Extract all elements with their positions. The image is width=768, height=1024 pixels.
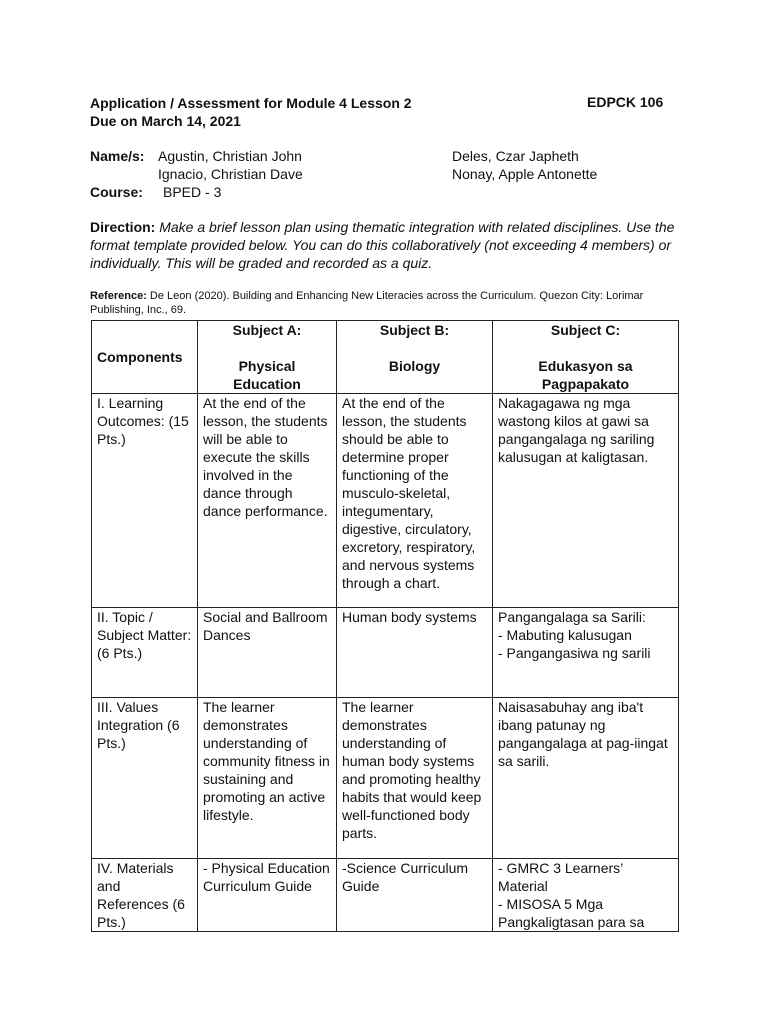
table-header-row bbox=[92, 321, 679, 394]
cell-c-values: Naisasabuhay ang iba't ibang patunay ng pangangalaga at pag-iingat sa sarili. bbox=[493, 698, 679, 859]
cell-b-topic: Human body systems bbox=[337, 608, 493, 698]
cell-b-materials: -Science Curriculum Guide bbox=[337, 859, 493, 932]
topic-c-line-2: - Mabuting kalusugan bbox=[498, 627, 632, 643]
cell-a-topic: Social and Ballroom Dances bbox=[198, 608, 337, 698]
topic-c-line-3: - Pangangasiwa ng sarili bbox=[498, 645, 651, 661]
table-row bbox=[92, 608, 679, 698]
name-3: Deles, Czar Japheth bbox=[452, 148, 579, 164]
course-code: EDPCK 106 bbox=[587, 94, 664, 110]
subject-c-label: Subject C: bbox=[550, 322, 621, 338]
topic-c-line-1: Pangangalaga sa Sarili: bbox=[498, 609, 646, 625]
names-label-wrap bbox=[90, 147, 144, 165]
subject-b-name: Biology bbox=[388, 358, 441, 374]
lesson-plan-table bbox=[91, 320, 679, 932]
direction-label: Direction: bbox=[90, 219, 156, 235]
table-row bbox=[92, 859, 679, 932]
cell-c-learning-outcomes: Nakagagawa ng mga wastong kilos at gawi sa pangangalaga ng sariling kalusugan at kaligtasan. bbox=[493, 394, 679, 608]
due-date: Due on March 14, 2021 bbox=[90, 113, 241, 129]
name-4: Nonay, Apple Antonette bbox=[452, 166, 598, 182]
subject-a-header bbox=[198, 321, 337, 394]
assignment-title: Application / Assessment for Module 4 Lesson 2 bbox=[90, 95, 412, 111]
cell-c-topic bbox=[493, 608, 679, 698]
row-component-values: III. Values Integration (6 Pts.) bbox=[92, 698, 198, 859]
cell-b-values: The learner demonstrates understanding of human body systems and promoting healthy habits that would keep well-functioned body parts. bbox=[337, 698, 493, 859]
course-label-wrap bbox=[90, 183, 143, 201]
components-header bbox=[92, 321, 198, 394]
cell-b-learning-outcomes: At the end of the lesson, the students should be able to determine proper functioning of the musculo-skeletal, integumentary, digestive, circulatory, excretory, respiratory, and nervous systems through a chart. bbox=[337, 394, 493, 608]
components-header-text: Components bbox=[97, 349, 183, 365]
direction-text: Make a brief lesson plan using thematic integration with related disciplines. Use the format template provided below. You can do this collaboratively (not exceeding 4 members) or individually. This will be graded and recorded as a quiz. bbox=[90, 219, 675, 271]
cell-a-materials: - Physical Education Curriculum Guide bbox=[198, 859, 337, 932]
cell-a-values: The learner demonstrates understanding of community fitness in sustaining and promoting an active lifestyle. bbox=[198, 698, 337, 859]
course-label: Course: bbox=[90, 184, 143, 200]
subject-a-label: Subject A: bbox=[232, 322, 302, 338]
subject-b-header bbox=[337, 321, 493, 394]
name-1: Agustin, Christian John bbox=[158, 148, 302, 164]
course-value: BPED - 3 bbox=[163, 184, 222, 200]
reference-text: De Leon (2020). Building and Enhancing New Literacies across the Curriculum. Quezon City: Lorimar Publishing, Inc., 69. bbox=[90, 290, 644, 316]
reference-label: Reference: bbox=[90, 290, 147, 302]
materials-c-line-2: - MISOSA 5 Mga Pangkaligtasan para sa bbox=[498, 896, 645, 930]
direction-paragraph bbox=[90, 218, 690, 272]
reference-paragraph bbox=[90, 289, 690, 317]
table-row bbox=[92, 394, 679, 608]
cell-a-learning-outcomes: At the end of the lesson, the students will be able to execute the skills involved in the dance through dance performance. bbox=[198, 394, 337, 608]
row-component-learning-outcomes: I. Learning Outcomes: (15 Pts.) bbox=[92, 394, 198, 608]
cell-c-materials bbox=[493, 859, 679, 932]
row-component-topic: II. Topic / Subject Matter: (6 Pts.) bbox=[92, 608, 198, 698]
subject-b-label: Subject B: bbox=[379, 322, 450, 338]
row-component-materials: IV. Materials and References (6 Pts.) bbox=[92, 859, 198, 932]
table-row bbox=[92, 698, 679, 859]
subject-a-name: Physical Education bbox=[233, 358, 301, 392]
subject-c-header bbox=[493, 321, 679, 394]
names-label: Name/s: bbox=[90, 148, 145, 164]
name-2: Ignacio, Christian Dave bbox=[158, 166, 303, 182]
subject-c-name: Edukasyon sa Pagpapakato bbox=[538, 358, 633, 392]
materials-c-line-1: - GMRC 3 Learners’ Material bbox=[498, 860, 623, 894]
